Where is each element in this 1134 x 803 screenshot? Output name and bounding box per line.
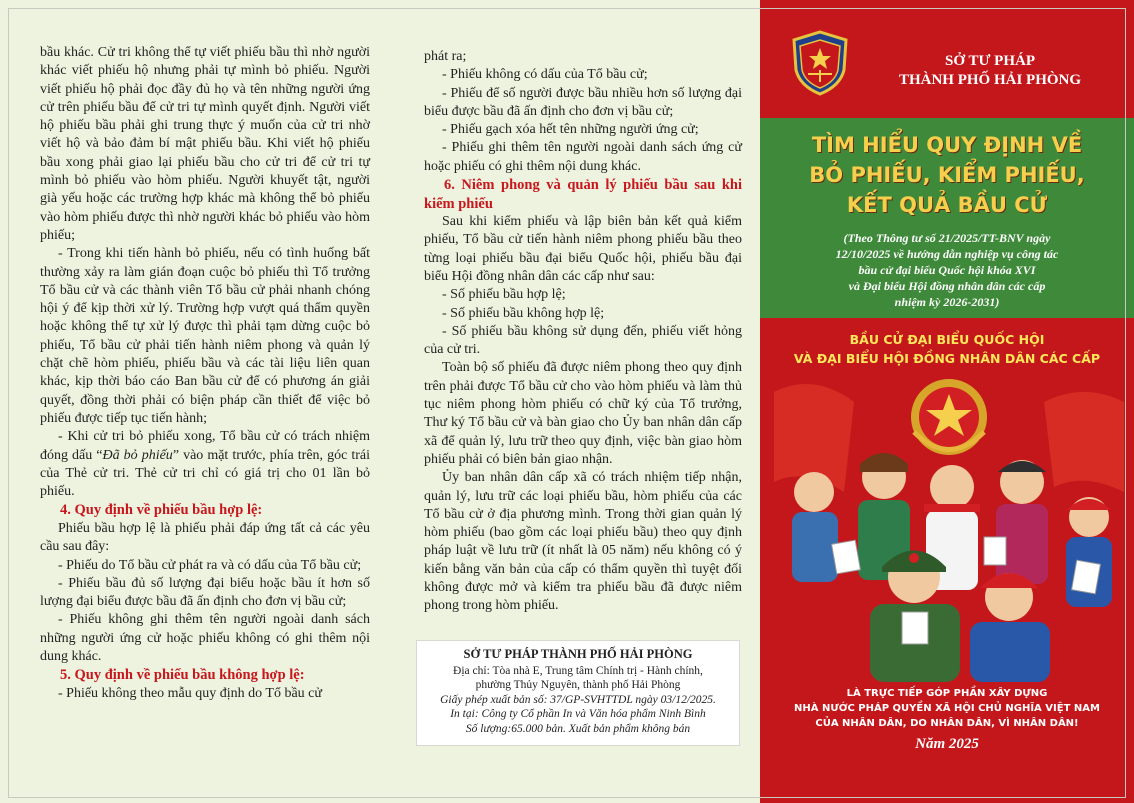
list-item: - Phiếu không theo mẫu quy định do Tổ bầu cử	[58, 685, 322, 701]
voters-illustration	[774, 372, 1124, 682]
list-item: - Phiếu không ghi thêm tên người ngoài danh sách những người ứng cử hoặc phiếu không có ghi thêm nội dung khác.	[40, 612, 370, 664]
publisher-address-2: phường Thủy Nguyên, thành phố Hải Phòng	[475, 679, 681, 691]
publisher-title: SỞ TƯ PHÁP THÀNH PHỐ HẢI PHÒNG	[463, 647, 693, 661]
section-heading-6: 6. Niêm phong và quản lý phiếu bầu sau khi kiểm phiếu	[424, 177, 742, 212]
list-item: - Số phiếu bầu hợp lệ;	[442, 287, 566, 303]
left-column	[0, 0, 400, 803]
publisher-license: Giấy phép xuất bản số: 37/GP-SVHTTDL ngày 03/12/2025.	[440, 693, 716, 706]
list-item: - Phiếu gạch xóa hết tên những người ứng cử;	[442, 122, 699, 138]
publisher-printer: In tại: Công ty Cổ phần In và Văn hóa phẩm Ninh Bình	[450, 708, 706, 720]
cover-header	[760, 8, 1134, 118]
organization-name: SỞ TƯ PHÁP THÀNH PHỐ HẢI PHÒNG	[898, 53, 1082, 88]
worker-figure	[970, 573, 1050, 682]
list-item: - Số phiếu bầu không sử dụng đến, phiếu viết hỏng của cử tri.	[424, 323, 742, 358]
list-item: - Phiếu không có dấu của Tổ bầu cử;	[442, 67, 648, 83]
list-item: - Phiếu để số người được bầu nhiều hơn số lượng đại biểu được bầu đã ấn định cho đơn vị bầu cử;	[424, 85, 742, 119]
middle-column	[400, 0, 760, 803]
paragraph: Sau khi kiểm phiếu và lập biên bản kết quả kiểm phiếu, Tổ bầu cử tiến hành niêm phong phiếu bầu theo từng loại phiếu bầu đại biểu Quốc hội, phiếu bầu đại biểu Hội đồng nhân dân các cấp như sau:	[424, 214, 742, 284]
cover-title: TÌM HIỂU QUY ĐỊNH VỀ BỎ PHIẾU, KIỂM PHIẾU, KẾT QUẢ BẦU CỬ	[809, 133, 1085, 217]
cover-year: Năm 2025	[915, 736, 979, 752]
paragraph: - Trong khi tiến hành bỏ phiếu, nếu có tình huống bất thường xảy ra làm gián đoạn cuộc bỏ phiếu thì Tổ trưởng Tổ bầu cử và các thành viên Tổ bầu cử phải nhanh chóng hội ý để kịp thời xử lý. Trường hợp vượt quá thẩm quyền hoặc không thể tự xử lý được thì phải tạm dừng cuộc bỏ phiếu, Tổ bầu cử phải tiến hành niêm phong và quản lý chặt chẽ hòm phiếu, phiếu bầu và các tài liệu liên quan khác, kịp thời báo cáo Ban bầu cử để có phương án giải quyết, đồng thời phải có biện pháp cần thiết để việc bỏ phiếu được tiếp tục tiến hành;	[40, 246, 370, 426]
publisher-quantity: Số lượng:65.000 bản. Xuất bản phẩm không bán	[465, 722, 691, 735]
paragraph: Ủy ban nhân dân cấp xã có trách nhiệm tiếp nhận, quản lý, lưu trữ các loại phiếu bầu, hòm phiếu của các Tổ bầu cử ở địa phương mình. Trong thời gian quản lý hòm phiếu (bao gồm các loại phiếu bầu) theo quy định pháp luật về lưu trữ (ít nhất là 05 năm) nếu không có ý kiến bằng văn bản của cấp có thẩm quyền thì tuyệt đối không được mở và kiểm tra phiếu bầu đã được niêm phong trong hòm phiếu.	[424, 470, 742, 614]
paragraph: - Khi cử tri bỏ phiếu xong, Tổ bầu cử có trách nhiệm đóng dấu “Đã bỏ phiếu” vào mặt trước, phía trên, góc trái của Thẻ cử tri. Thẻ cử tri chỉ có giá trị cho 01 lần bỏ phiếu.	[40, 429, 370, 500]
justice-emblem-icon	[790, 30, 850, 96]
list-item: - Phiếu bầu đủ số lượng đại biểu hoặc bầu ít hơn số lượng đại biểu được bầu đã ấn định cho đơn vị bầu cử;	[40, 575, 370, 610]
national-emblem-icon	[911, 379, 987, 455]
paragraph: bầu khác. Cử tri không thể tự viết phiếu bầu thì nhờ người khác viết phiếu hộ nhưng phải tự mình bỏ phiếu. Người viết phiếu hộ phải đọc đầy đủ họ và tên những người ứng cử trên phiếu bầu để cử tri tự mình quyết định. Người viết hộ phiếu bầu phải ghi trung thực ý muốn của cử tri nhờ viết hộ và bảo đảm bí mật phiếu bầu. Khi viết hộ phiếu bầu xong phải giao lại phiếu bầu cho cử tri để cử tri tự mình bỏ phiếu vào hòm phiếu. Người khuyết tật, người già yếu hoặc các trường hợp khác mà không thể bỏ phiếu vào hòm phiếu được thì nhờ người khác bỏ phiếu vào hòm phiếu;	[40, 45, 370, 243]
list-item: - Phiếu ghi thêm tên người ngoài danh sách ứng cử hoặc phiếu có ghi thêm nội dung khác.	[424, 140, 742, 174]
list-item: - Số phiếu bầu không hợp lệ;	[442, 305, 605, 321]
section-heading-4: 4. Quy định về phiếu bầu hợp lệ:	[60, 502, 263, 519]
cover-subtitle: (Theo Thông tư số 21/2025/TT-BNV ngày 12/10/2025 về hướng dẫn nghiệp vụ công tác bầu cử đại biểu Quốc hội khóa XVI và Đại biểu Hội đồng nhân dân các cấp nhiệm kỳ 2026-2031)	[835, 231, 1059, 309]
paragraph: phát ra;	[424, 49, 467, 64]
paragraph: Toàn bộ số phiếu đã được niêm phong theo quy định trên phải được Tổ bầu cử cho vào hòm phiếu và làm thủ tục niêm phong hòm phiếu có chữ ký của Tổ trưởng, Thư ký Tổ bầu cử và bàn giao cho Ủy ban nhân dân cấp xã để quản lý, lưu trữ theo quy định, việc bàn giao hòm phiếu phải có biên bản giao nhận.	[424, 360, 742, 467]
section-heading-5: 5. Quy định về phiếu bầu không hợp lệ:	[60, 667, 305, 684]
list-item: - Phiếu do Tổ bầu cử phát ra và có dấu của Tổ bầu cử;	[58, 557, 362, 573]
publisher-address-1: Địa chỉ: Tòa nhà E, Trung tâm Chính trị - Hành chính,	[453, 664, 703, 677]
person-figure	[792, 472, 838, 582]
cover-panel	[760, 0, 1134, 803]
paragraph: Phiếu bầu hợp lệ là phiếu phải đáp ứng tất cả các yêu cầu sau đây:	[40, 520, 370, 555]
election-heading: BẦU CỬ ĐẠI BIỂU QUỐC HỘI VÀ ĐẠI BIỂU HỘI ĐỒNG NHÂN DÂN CÁC CẤP	[793, 332, 1101, 366]
cover-slogan: LÀ TRỰC TIẾP GÓP PHẦN XÂY DỰNG NHÀ NƯỚC PHÁP QUYỀN XÃ HỘI CHỦ NGHĨA VIỆT NAM CỦA NHÂN DÂN, DO NHÂN DÂN, VÌ NHÂN DÂN!	[794, 688, 1100, 729]
publisher-box	[416, 640, 740, 746]
title-banner	[760, 118, 1134, 318]
